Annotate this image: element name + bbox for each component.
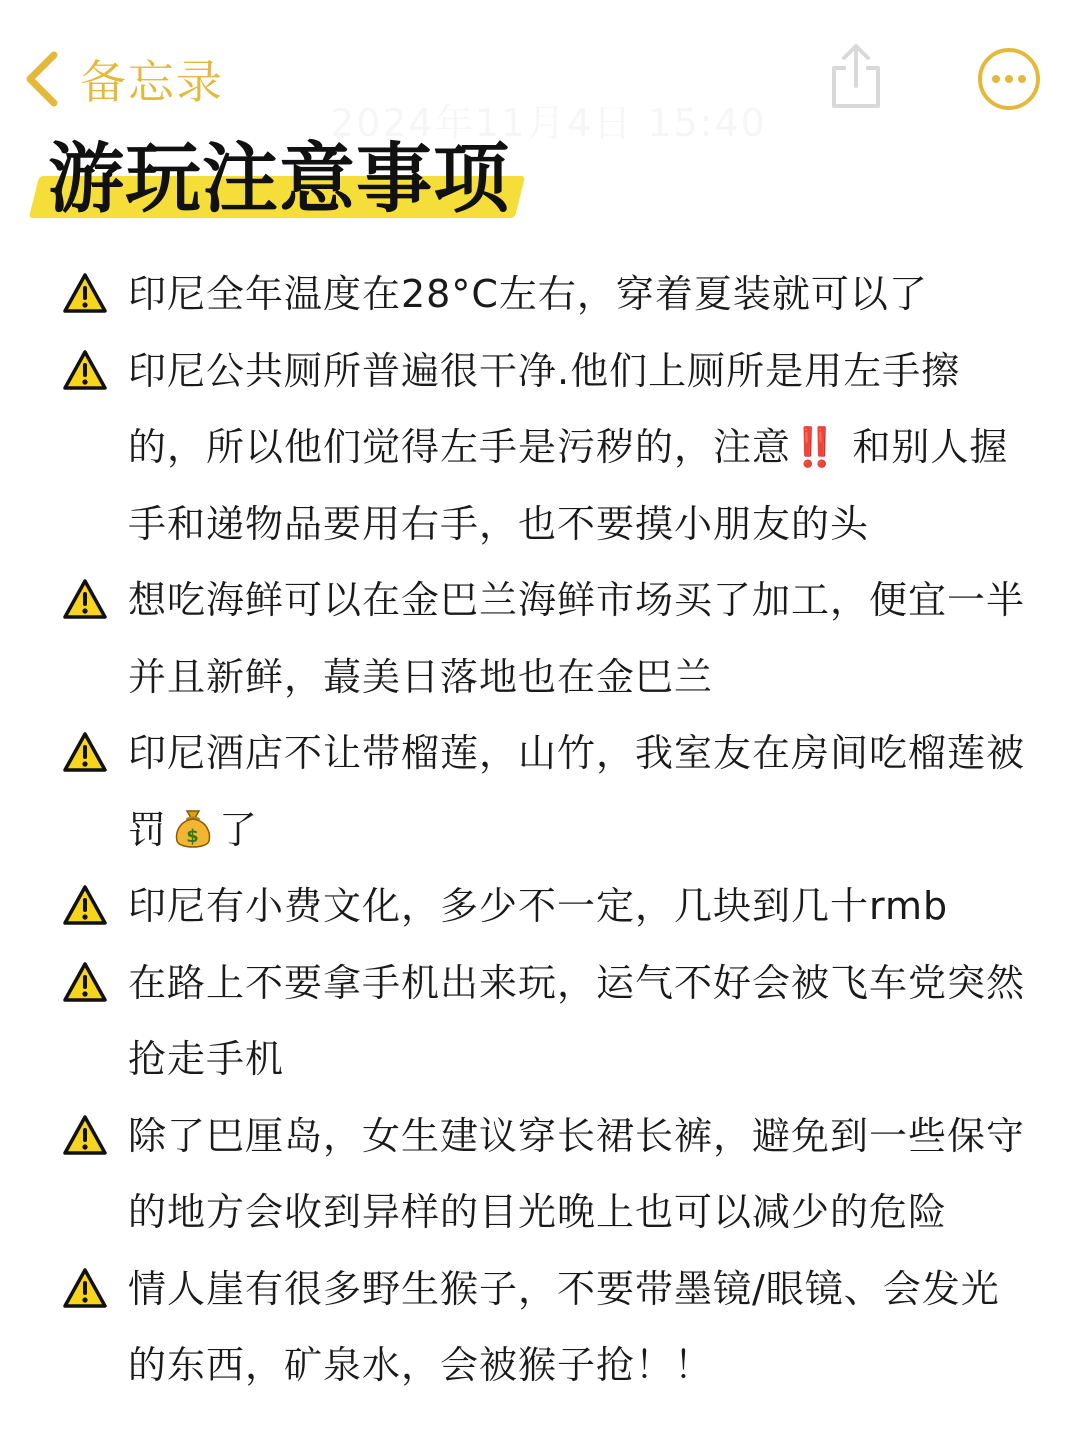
note-item-text-end: 了 (219, 807, 259, 852)
back-button[interactable] (22, 44, 224, 114)
note-item (60, 945, 1030, 1098)
note-item-text: 印尼全年温度在28°C左右，穿着夏装就可以了 (128, 272, 928, 316)
chevron-left-icon (22, 49, 62, 109)
note-item-text: 情人崖有很多野生猴子，不要带墨镜/眼镜、会发光的东西，矿泉水，会被猴子抢！！ (128, 1266, 1000, 1387)
note-item (60, 562, 1030, 715)
note-item-text: 印尼公共厕所普遍很干净.他们上厕所是用左手擦的，所以他们觉得左手是污秽的，注意‼️ 和别人握手和递物品要用右手，也不要摸小朋友的头 (128, 348, 1009, 546)
warning-icon (62, 578, 108, 620)
warning-icon (62, 884, 108, 926)
note-item-text: 想吃海鲜可以在金巴兰海鲜市场买了加工，便宜一半并且新鲜，蕞美日落地也在金巴兰 (128, 578, 1026, 699)
warning-icon (62, 1114, 108, 1156)
money-bag-icon (173, 807, 213, 851)
warning-icon (62, 731, 108, 773)
note-item (60, 333, 1030, 563)
note-item-text: 印尼酒店不让带榴莲，山竹，我室友在房间吃榴莲被罚 (128, 731, 1026, 852)
share-icon[interactable] (826, 40, 886, 112)
note-item-text: 印尼有小费文化，多少不一定，几块到几十rmb (128, 884, 949, 928)
back-label: 备忘录 (80, 55, 224, 109)
warning-icon (62, 961, 108, 1003)
note-item (60, 1251, 1030, 1404)
note-list (60, 256, 1030, 1404)
note-item (60, 1098, 1030, 1251)
top-bar (0, 0, 1080, 150)
note-item-text: 在路上不要拿手机出来玩，运气不好会被飞车党突然抢走手机 (128, 960, 1026, 1081)
note-title: 游玩注意事项 (48, 134, 510, 223)
note-item-text: 除了巴厘岛，女生建议穿长裙长裤，避免到一些保守的地方会收到异样的目光晚上也可以减少的危险 (128, 1113, 1026, 1234)
note-item (60, 715, 1030, 868)
note-item (60, 256, 1030, 333)
warning-icon (62, 349, 108, 391)
note-item (60, 868, 1030, 945)
warning-icon (62, 1267, 108, 1309)
svg-text:$: $ (186, 825, 200, 847)
title-block (34, 136, 510, 226)
warning-icon (62, 272, 108, 314)
more-icon[interactable] (976, 46, 1042, 112)
